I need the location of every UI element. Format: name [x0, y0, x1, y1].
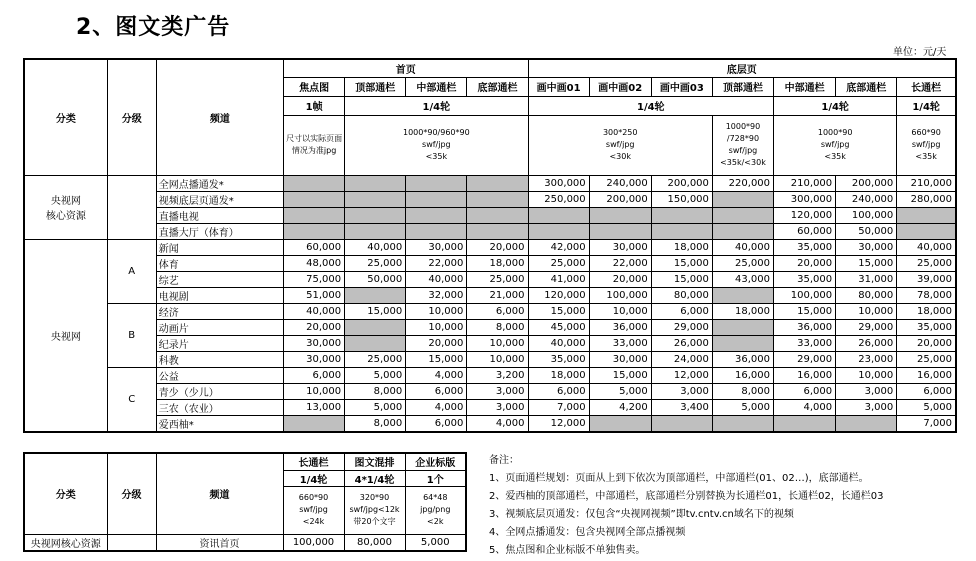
price-cell: 5,000	[345, 367, 406, 383]
price-cell: 60,000	[774, 223, 836, 239]
col-header: 中部通栏	[406, 77, 467, 96]
price-cell: 51,000	[284, 287, 345, 303]
col-header: 中部通栏	[774, 77, 836, 96]
price-cell	[651, 415, 712, 432]
price-cell: 4,000	[774, 399, 836, 415]
price-cell: 12,000	[651, 367, 712, 383]
col-header: 画中画03	[651, 77, 712, 96]
price-cell	[345, 335, 406, 351]
price-cell	[712, 415, 773, 432]
price-cell: 48,000	[284, 255, 345, 271]
category-cell: 央视网核心资源	[24, 534, 107, 551]
price-cell: 50,000	[345, 271, 406, 287]
price-cell: 29,000	[774, 351, 836, 367]
price-cell: 33,000	[589, 335, 651, 351]
price-cell: 3,000	[836, 399, 897, 415]
price-cell: 5,000	[589, 383, 651, 399]
price-cell: 22,000	[589, 255, 651, 271]
price-cell	[712, 319, 773, 335]
freq-cell: 1/4轮	[528, 96, 774, 115]
level-cell: B	[107, 303, 156, 367]
price-cell: 100,000	[836, 207, 897, 223]
price-cell: 18,000	[712, 303, 773, 319]
channel-cell: 动画片	[156, 319, 283, 335]
price-cell: 3,000	[467, 383, 528, 399]
price-cell	[897, 207, 956, 223]
spec-cell: 660*90 swf/jpg <24k	[283, 486, 344, 534]
price-cell: 40,000	[345, 239, 406, 255]
channel-cell: 爱西柚*	[156, 415, 283, 432]
note-item: 5、焦点图和企业标版不单独售卖。	[489, 545, 646, 556]
price-cell: 200,000	[651, 175, 712, 191]
price-cell: 39,000	[897, 271, 956, 287]
spec-cell: 1000*90 /728*90 swf/jpg <35k/<30k	[712, 115, 773, 175]
price-cell: 21,000	[467, 287, 528, 303]
price-cell	[712, 191, 773, 207]
price-cell: 3,400	[651, 399, 712, 415]
price-cell: 23,000	[836, 351, 897, 367]
col-header: 顶部通栏	[712, 77, 773, 96]
price-cell	[528, 223, 589, 239]
price-cell: 6,000	[284, 367, 345, 383]
price-cell: 75,000	[284, 271, 345, 287]
price-cell: 10,000	[467, 351, 528, 367]
freq-cell: 1/4轮	[283, 470, 344, 486]
price-cell: 18,000	[467, 255, 528, 271]
channel-cell: 直播大厅（体育）	[156, 223, 283, 239]
level-cell	[107, 175, 156, 239]
channel-cell: 公益	[156, 367, 283, 383]
price-cell: 50,000	[836, 223, 897, 239]
table-row	[24, 175, 956, 191]
price-cell: 31,000	[836, 271, 897, 287]
price-cell: 15,000	[651, 271, 712, 287]
price-cell	[651, 223, 712, 239]
price-cell	[589, 415, 651, 432]
price-cell: 3,000	[836, 383, 897, 399]
col-category-header: 分类	[24, 453, 107, 534]
price-cell: 210,000	[897, 175, 956, 191]
price-cell: 35,000	[774, 271, 836, 287]
price-cell: 20,000	[589, 271, 651, 287]
table-row	[24, 319, 956, 335]
price-cell: 25,000	[528, 255, 589, 271]
price-cell: 25,000	[345, 255, 406, 271]
price-cell: 200,000	[836, 175, 897, 191]
price-cell: 12,000	[528, 415, 589, 432]
col-category-header: 分类	[24, 59, 107, 175]
price-cell	[345, 207, 406, 223]
price-cell	[284, 415, 345, 432]
price-cell: 26,000	[651, 335, 712, 351]
price-cell: 36,000	[589, 319, 651, 335]
price-cell: 5,000	[405, 534, 466, 551]
channel-cell: 科教	[156, 351, 283, 367]
price-cell: 100,000	[283, 534, 344, 551]
price-cell: 15,000	[836, 255, 897, 271]
col-header: 画中画01	[528, 77, 589, 96]
spec-cell: 660*90 swf/jpg <35k	[897, 115, 956, 175]
price-cell	[345, 175, 406, 191]
price-cell: 16,000	[897, 367, 956, 383]
col-channel-header: 频道	[156, 453, 283, 534]
price-cell	[589, 223, 651, 239]
price-cell: 24,000	[651, 351, 712, 367]
price-cell: 8,000	[345, 415, 406, 432]
price-cell	[528, 207, 589, 223]
price-cell	[345, 191, 406, 207]
price-cell	[589, 207, 651, 223]
price-cell: 40,000	[897, 239, 956, 255]
price-cell	[774, 415, 836, 432]
price-cell: 30,000	[284, 335, 345, 351]
table-row	[24, 239, 956, 255]
price-cell: 7,000	[528, 399, 589, 415]
price-cell: 210,000	[774, 175, 836, 191]
ad-price-table	[23, 58, 957, 433]
note-item: 3、视频底层页通发：仅包含“央视网视频”即tv.cntv.cn域名下的视频	[489, 509, 794, 520]
unit-label: 单位：元/天	[893, 47, 947, 58]
price-cell: 4,000	[406, 399, 467, 415]
price-cell: 240,000	[589, 175, 651, 191]
price-cell	[836, 415, 897, 432]
freq-cell: 1/4轮	[774, 96, 897, 115]
price-cell: 30,000	[284, 351, 345, 367]
price-cell: 78,000	[897, 287, 956, 303]
price-cell: 25,000	[897, 255, 956, 271]
channel-cell: 经济	[156, 303, 283, 319]
channel-cell: 全网点播通发*	[156, 175, 283, 191]
price-cell: 29,000	[651, 319, 712, 335]
price-cell: 8,000	[345, 383, 406, 399]
channel-cell: 纪录片	[156, 335, 283, 351]
table-row	[24, 383, 956, 399]
price-cell	[467, 175, 528, 191]
spec-cell: 1000*90/960*90 swf/jpg <35k	[345, 115, 528, 175]
table-row	[24, 303, 956, 319]
price-cell: 20,000	[774, 255, 836, 271]
price-cell: 13,000	[284, 399, 345, 415]
price-cell: 32,000	[406, 287, 467, 303]
price-cell	[712, 223, 773, 239]
table-row	[24, 271, 956, 287]
price-cell: 25,000	[345, 351, 406, 367]
price-cell: 80,000	[344, 534, 405, 551]
price-cell: 5,000	[345, 399, 406, 415]
price-cell: 15,000	[345, 303, 406, 319]
spec-cell: 尺寸以实际页面情况为准jpg	[284, 115, 345, 175]
price-cell: 80,000	[651, 287, 712, 303]
note-item: 4、全网点播通发：包含央视网全部点播视频	[489, 527, 686, 538]
note-item: 2、爱西柚的顶部通栏，中部通栏，底部通栏分别替换为长通栏01，长通栏02，长通栏03	[489, 491, 884, 502]
freq-cell: 4*1/4轮	[344, 470, 405, 486]
price-cell	[651, 207, 712, 223]
price-cell: 10,000	[467, 335, 528, 351]
freq-cell: 1帧	[284, 96, 345, 115]
price-cell: 280,000	[897, 191, 956, 207]
channel-cell: 电视剧	[156, 287, 283, 303]
group-bottom-header: 底层页	[528, 59, 956, 77]
price-cell	[467, 223, 528, 239]
price-cell: 25,000	[467, 271, 528, 287]
channel-cell: 体育	[156, 255, 283, 271]
col-header: 底部通栏	[836, 77, 897, 96]
price-cell: 240,000	[836, 191, 897, 207]
price-cell: 4,200	[589, 399, 651, 415]
col-level-header: 分级	[107, 59, 156, 175]
price-cell: 35,000	[528, 351, 589, 367]
channel-cell: 视频底层页通发*	[156, 191, 283, 207]
price-cell: 15,000	[406, 351, 467, 367]
price-cell	[284, 175, 345, 191]
price-cell: 6,000	[528, 383, 589, 399]
table-row	[24, 415, 956, 432]
price-cell: 100,000	[589, 287, 651, 303]
price-cell: 18,000	[651, 239, 712, 255]
price-cell: 300,000	[528, 175, 589, 191]
price-cell: 29,000	[836, 319, 897, 335]
price-cell: 80,000	[836, 287, 897, 303]
price-cell: 3,000	[651, 383, 712, 399]
col-header: 长通栏	[897, 77, 956, 96]
price-cell: 16,000	[712, 367, 773, 383]
category-cell: 央视网	[24, 239, 107, 432]
freq-cell: 1/4轮	[897, 96, 956, 115]
price-cell: 42,000	[528, 239, 589, 255]
channel-cell: 综艺	[156, 271, 283, 287]
price-cell: 200,000	[589, 191, 651, 207]
special-ad-table	[23, 452, 467, 552]
price-cell: 33,000	[774, 335, 836, 351]
price-cell: 15,000	[589, 367, 651, 383]
price-cell: 30,000	[406, 239, 467, 255]
level-cell	[107, 534, 156, 551]
level-cell: A	[107, 239, 156, 303]
price-cell: 150,000	[651, 191, 712, 207]
price-cell: 10,000	[836, 303, 897, 319]
price-cell: 300,000	[774, 191, 836, 207]
channel-cell: 直播电视	[156, 207, 283, 223]
price-cell: 22,000	[406, 255, 467, 271]
price-cell	[467, 191, 528, 207]
price-cell: 10,000	[836, 367, 897, 383]
col-header: 图文混排	[344, 453, 405, 470]
price-cell	[712, 207, 773, 223]
col-header: 焦点图	[284, 77, 345, 96]
price-cell: 15,000	[528, 303, 589, 319]
freq-cell: 1个	[405, 470, 466, 486]
table-row	[24, 255, 956, 271]
price-cell: 30,000	[589, 239, 651, 255]
price-cell: 60,000	[284, 239, 345, 255]
price-cell: 43,000	[712, 271, 773, 287]
price-cell: 25,000	[897, 351, 956, 367]
price-cell: 220,000	[712, 175, 773, 191]
price-cell: 35,000	[897, 319, 956, 335]
price-cell	[712, 335, 773, 351]
col-header: 企业标版	[405, 453, 466, 470]
price-cell	[406, 175, 467, 191]
price-cell: 20,000	[284, 319, 345, 335]
price-cell	[345, 287, 406, 303]
price-cell	[284, 207, 345, 223]
page-title: 2、图文类广告	[76, 15, 231, 40]
price-cell: 6,000	[467, 303, 528, 319]
price-cell: 45,000	[528, 319, 589, 335]
group-home-header: 首页	[284, 59, 529, 77]
price-cell: 18,000	[897, 303, 956, 319]
price-cell	[406, 223, 467, 239]
price-cell: 10,000	[589, 303, 651, 319]
price-cell: 30,000	[589, 351, 651, 367]
col-level-header: 分级	[107, 453, 156, 534]
price-cell: 4,000	[467, 415, 528, 432]
channel-cell: 三农（农业）	[156, 399, 283, 415]
price-cell: 5,000	[897, 399, 956, 415]
price-cell: 8,000	[467, 319, 528, 335]
price-cell: 40,000	[284, 303, 345, 319]
level-cell: C	[107, 367, 156, 432]
notes	[489, 452, 884, 560]
price-cell	[284, 191, 345, 207]
table-row	[24, 399, 956, 415]
category-cell: 央视网 核心资源	[24, 175, 107, 239]
spec-cell: 64*48 jpg/png <2k	[405, 486, 466, 534]
note-item: 1、页面通栏规划：页面从上到下依次为顶部通栏，中部通栏(01、02…)，底部通栏。	[489, 473, 869, 484]
price-cell: 7,000	[897, 415, 956, 432]
table-row	[24, 191, 956, 207]
col-header: 顶部通栏	[345, 77, 406, 96]
price-cell	[712, 287, 773, 303]
price-cell: 6,000	[406, 415, 467, 432]
price-cell: 120,000	[774, 207, 836, 223]
price-cell: 4,000	[406, 367, 467, 383]
price-cell: 5,000	[712, 399, 773, 415]
price-cell: 26,000	[836, 335, 897, 351]
price-cell: 40,000	[528, 335, 589, 351]
price-cell: 40,000	[406, 271, 467, 287]
table-row	[24, 367, 956, 383]
price-cell: 35,000	[774, 239, 836, 255]
col-channel-header: 频道	[156, 59, 283, 175]
price-cell: 10,000	[406, 303, 467, 319]
price-cell: 3,000	[467, 399, 528, 415]
price-cell: 10,000	[284, 383, 345, 399]
price-cell: 16,000	[774, 367, 836, 383]
price-cell: 6,000	[897, 383, 956, 399]
channel-cell: 资讯首页	[156, 534, 283, 551]
freq-cell: 1/4轮	[345, 96, 528, 115]
price-cell: 8,000	[712, 383, 773, 399]
spec-cell: 300*250 swf/jpg <30k	[528, 115, 712, 175]
price-cell	[345, 319, 406, 335]
price-cell	[345, 223, 406, 239]
price-cell: 15,000	[651, 255, 712, 271]
price-cell: 100,000	[774, 287, 836, 303]
price-cell	[897, 223, 956, 239]
price-cell: 6,000	[651, 303, 712, 319]
col-header: 画中画02	[589, 77, 651, 96]
price-cell: 3,200	[467, 367, 528, 383]
channel-cell: 青少（少儿）	[156, 383, 283, 399]
channel-cell: 新闻	[156, 239, 283, 255]
price-cell: 30,000	[836, 239, 897, 255]
price-cell: 36,000	[712, 351, 773, 367]
price-cell: 120,000	[528, 287, 589, 303]
price-cell	[284, 223, 345, 239]
price-cell: 10,000	[406, 319, 467, 335]
spec-cell: 1000*90 swf/jpg <35k	[774, 115, 897, 175]
price-cell: 25,000	[712, 255, 773, 271]
price-cell: 41,000	[528, 271, 589, 287]
price-cell: 18,000	[528, 367, 589, 383]
table-row	[24, 351, 956, 367]
price-cell: 20,000	[406, 335, 467, 351]
price-cell: 6,000	[774, 383, 836, 399]
table-row	[24, 207, 956, 223]
price-cell	[467, 207, 528, 223]
price-cell: 40,000	[712, 239, 773, 255]
price-cell: 20,000	[467, 239, 528, 255]
table-row	[24, 335, 956, 351]
price-cell: 6,000	[406, 383, 467, 399]
spec-cell: 320*90 swf/jpg<12k 带20个文字	[344, 486, 405, 534]
col-header: 底部通栏	[467, 77, 528, 96]
price-cell: 36,000	[774, 319, 836, 335]
price-cell: 20,000	[897, 335, 956, 351]
price-cell	[406, 191, 467, 207]
table-row	[24, 223, 956, 239]
price-cell	[406, 207, 467, 223]
notes-heading: 备注：	[489, 455, 519, 466]
col-header: 长通栏	[283, 453, 344, 470]
price-cell: 15,000	[774, 303, 836, 319]
price-cell: 250,000	[528, 191, 589, 207]
table-row	[24, 287, 956, 303]
